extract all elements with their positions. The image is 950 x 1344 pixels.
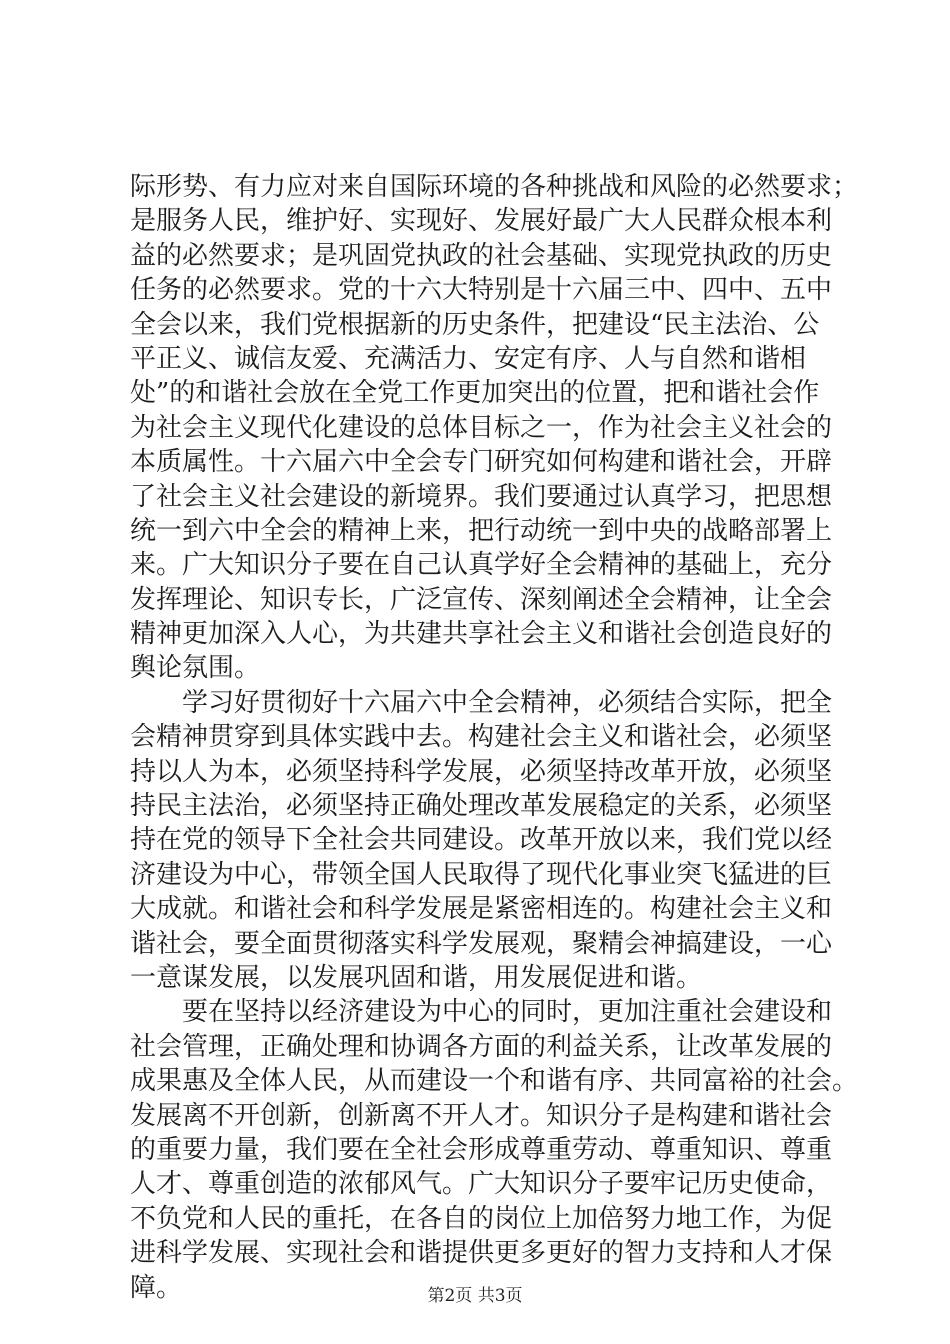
text-line: 进科学发展、实现社会和谐提供更多更好的智力支持和人才保 [130, 1238, 833, 1269]
text-line: 为社会主义现代化建设的总体目标之一，作为社会主义社会的 [130, 412, 833, 443]
text-line: 社会管理，正确处理和协调各方面的利益关系，让改革发展的 [130, 1031, 833, 1062]
text-line: 持民主法治，必须坚持正确处理改革发展稳定的关系，必须坚 [130, 791, 833, 822]
text-line: 要在坚持以经济建设为中心的同时，更加注重社会建设和 [130, 997, 833, 1028]
text-line: 平正义、诚信友爱、充满活力、安定有序、人与自然和谐相 [130, 343, 807, 374]
text-line: 发展离不开创新，创新离不开人才。知识分子是构建和谐社会 [130, 1100, 833, 1131]
document-body [130, 170, 859, 1305]
text-line: 持以人为本，必须坚持科学发展，必须坚持改革开放，必须坚 [130, 756, 833, 787]
text-line: 本质属性。十六届六中全会专门研究如何构建和谐社会，开辟 [130, 447, 833, 478]
text-line: 精神更加深入人心，为共建共享社会主义和谐社会创造良好的 [130, 619, 833, 650]
text-line: 会精神贯穿到具体实践中去。构建社会主义和谐社会，必须坚 [130, 722, 833, 753]
text-line: 际形势、有力应对来自国际环境的各种挑战和风险的必然要求； [130, 172, 859, 202]
page-footer: 第2页 共3页 [427, 1286, 523, 1306]
text-line: 的重要力量，我们要在全社会形成尊重劳动、尊重知识、尊重 [130, 1134, 833, 1165]
text-line: 来。广大知识分子要在自己认真学好全会精神的基础上，充分 [130, 550, 833, 581]
text-line: 学习好贯彻好十六届六中全会精神，必须结合实际，把全 [130, 687, 833, 718]
text-line: 济建设为中心，带领全国人民取得了现代化事业突飞猛进的巨 [130, 859, 833, 890]
text-line: 任务的必然要求。党的十六大特别是十六届三中、四中、五中 [130, 275, 833, 306]
text-line: 不负党和人民的重托，在各自的岗位上加倍努力地工作，为促 [130, 1203, 833, 1234]
text-line: 一意谋发展，以发展巩固和谐，用发展促进和谐。 [130, 962, 703, 993]
text-line: 大成就。和谐社会和科学发展是紧密相连的。构建社会主义和 [130, 894, 833, 925]
text-line: 人才、尊重创造的浓郁风气。广大知识分子要牢记历史使命， [130, 1169, 833, 1200]
text-line: 发挥理论、知识专长，广泛宣传、深刻阐述全会精神，让全会 [130, 584, 833, 615]
text-line: 是服务人民，维护好、实现好、发展好最广大人民群众根本利 [130, 206, 833, 237]
text-line: 持在党的领导下全社会共同建设。改革开放以来，我们党以经 [130, 825, 833, 856]
text-line: 处”的和谐社会放在全党工作更加突出的位置，把和谐社会作 [130, 378, 820, 409]
text-line: 成果惠及全体人民，从而建设一个和谐有序、共同富裕的社会。 [130, 1066, 859, 1097]
text-line: 了社会主义社会建设的新境界。我们要通过认真学习，把思想 [130, 481, 833, 512]
text-line: 统一到六中全会的精神上来，把行动统一到中央的战略部署上 [130, 515, 833, 546]
text-line: 全会以来，我们党根据新的历史条件，把建设“民主法治、公 [130, 309, 820, 340]
text-line: 障。 [130, 1272, 183, 1303]
text-line: 舆论氛围。 [130, 653, 261, 684]
text-line: 益的必然要求；是巩固党执政的社会基础、实现党执政的历史 [130, 240, 833, 271]
text-line: 谐社会，要全面贯彻落实科学发展观，聚精会神搞建设，一心 [130, 928, 833, 959]
